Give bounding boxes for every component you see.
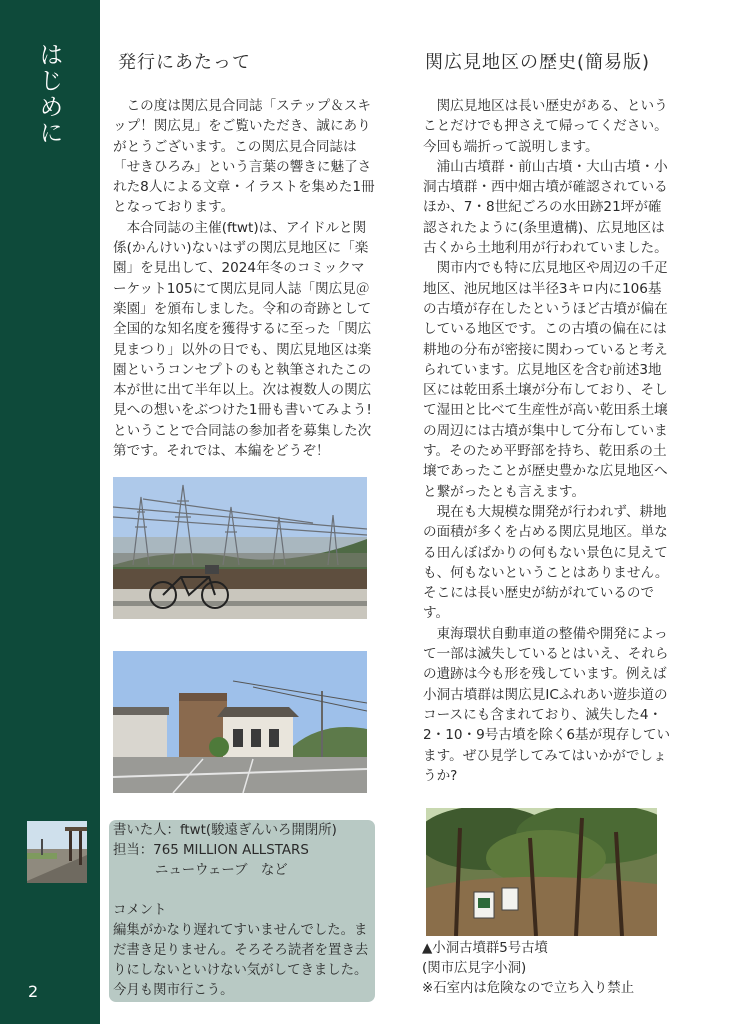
section-title: はじめに [35,42,63,146]
building-photo [113,651,367,793]
sidebar [0,0,100,1024]
left-heading: 発行にあたって [118,52,251,73]
history-paragraph: 浦山古墳群・前山古墳・大山古墳・小洞古墳群・西中畑古墳が確認されているほか、7・8世紀ごろの水田跡21坪が確認されたように(条里遺構)、広見地区は古くから土地利用が行われていました。 [423,158,668,257]
history-paragraph: 関広見地区は長い歴史がある、ということだけでも押さえて帰ってください。今回も端折って説明します。 [423,98,668,155]
caption-line: (関市広見字小洞) [422,961,527,976]
spacer [113,881,371,901]
history-paragraph: 関市内でも特に広見地区や周辺の千疋地区、池尻地区は半径3キロ内に106基の古墳が存在したというほど古墳が偏在している地区です。この古墳の偏在には耕地の分布が密接に関わっていると考えられています。広見地区を含む前述3地区には乾田系土壌が分布しており、そして湿田と比べて生産性が高い乾田系土壌の周辺には古墳が集中して分布しています。そのため平野部を持ち、乾田系の土壌であったことが歴史豊かな広見地区へと繋がったとも言えます。 [423,260,668,500]
station-thumbnail [27,821,87,883]
intro-paragraph: この度は関広見合同誌「ステップ＆スキップ！関広見」をご覧いただき、誠にありがとうございます。この関広見合同誌は「せきひろみ」という言葉の響きに魅了された8人による文章・イラストを集めた1冊となっております。 [113,98,375,216]
intro-text [113,96,375,461]
comment-text: 編集がかなり遅れてすいませんでした。まだ書き足りません。そろそろ読者を置き去りにしないといけない気がしてきました。今月も関市行こう。 [113,923,369,998]
history-text [423,96,675,786]
caption-line: ▲小洞古墳群5号古墳 [422,941,548,956]
kofun-photo [426,808,657,936]
caption-line: ※石室内は危険なので立ち入り禁止 [422,981,635,996]
substation-photo [113,477,367,619]
comment-label: コメント [113,903,167,918]
photo-caption [422,939,634,999]
charge-line-more: ニューウェーブ など [155,863,288,878]
author-info-box [109,820,375,1002]
writer-line: 書いた人：ftwt(駿遠ぎんいろ開閉所) [113,823,337,838]
history-paragraph: 東海環状自動車道の整備や開発によって一部は滅失しているとはいえ、それらの遺跡は今も形を残しています。例えば小洞古墳群は関広見ICふれあい遊歩道のコースにも含まれており、滅失した4・2・10・9号古墳を除く6基が現存しています。ぜひ見学してみてはいかがでしょうか? [423,625,671,784]
page-number: 2 [28,982,39,1001]
history-paragraph: 現在も大規模な開発が行われず、耕地の面積が多くを占める関広見地区。単なる田んぼばかりの何もない景色に見えても、何もないということはありません。そこには長い歴史が紡がれているのです。 [423,503,669,622]
charge-line: 担当：765 MILLION ALLSTARS [113,843,309,858]
intro-paragraph: 本合同誌の主催(ftwt)は、アイドルと関係(かんけい)ないはずの関広見地区に「楽園」を見出して、2024年冬のコミックマーケット105にて関広見同人誌「関広見＠楽園」を頒布しました。令和の奇跡として全国的な知名度を獲得するに至った「関広見まつり」以外の日でも、関広見地区は楽園というコンセプトのもと執筆されたこの本が世に出て半年以上。次は複数人の関広見への想いをぶつけた1冊も書いてみよう!ということで合同誌の参加者を募集した次第です。それでは、本編をどうぞ！ [113,219,372,460]
right-heading: 関広見地区の歴史(簡易版) [425,52,651,73]
